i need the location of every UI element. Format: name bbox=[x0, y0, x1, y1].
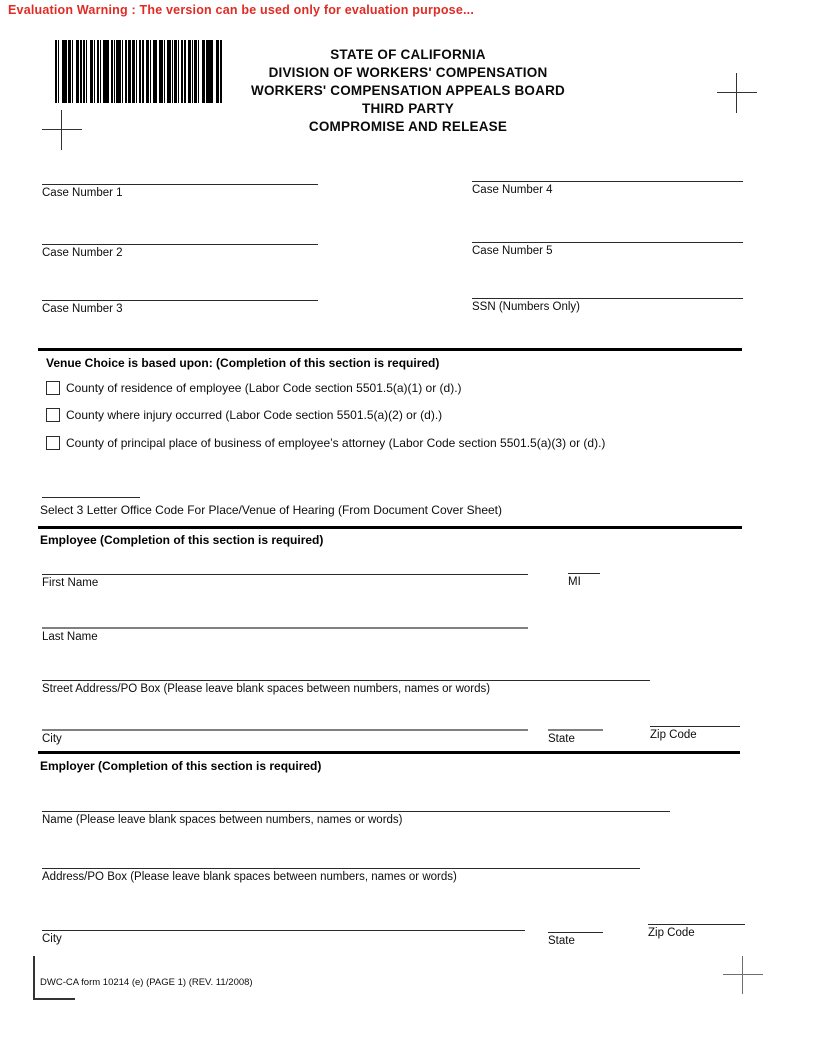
employee-street-field bbox=[42, 656, 650, 695]
employee-zip-label: Zip Code bbox=[650, 729, 697, 741]
header-state-line: STATE OF CALIFORNIA bbox=[330, 47, 486, 62]
crosshair-mark-topright-vertical bbox=[736, 73, 737, 113]
ssn-label: SSN (Numbers Only) bbox=[472, 301, 580, 313]
employee-section-heading: Employee (Completion of this section is required) bbox=[40, 533, 324, 547]
employee-state-input[interactable] bbox=[548, 711, 603, 731]
employee-zip-input[interactable] bbox=[650, 707, 740, 727]
ssn-input[interactable] bbox=[472, 279, 743, 299]
crosshair-mark-bottomright-vertical bbox=[742, 956, 743, 994]
case-number-2-input[interactable] bbox=[42, 225, 318, 245]
crosshair-mark-left-vertical bbox=[61, 110, 62, 150]
crosshair-mark-bottomright-horizontal bbox=[723, 974, 763, 975]
venue-option-injury-checkbox[interactable] bbox=[46, 408, 60, 422]
employer-section-heading: Employer (Completion of this section is required) bbox=[40, 759, 322, 773]
employee-last-name-input[interactable] bbox=[42, 604, 528, 629]
venue-option-residence-checkbox[interactable] bbox=[46, 381, 60, 395]
case-number-4-field bbox=[472, 162, 743, 196]
employee-mi-input[interactable] bbox=[568, 554, 600, 574]
form-header bbox=[158, 46, 658, 136]
employee-mi-field bbox=[568, 554, 600, 588]
employee-last-name-field bbox=[42, 604, 528, 643]
employer-name-field bbox=[42, 787, 670, 826]
employer-city-label: City bbox=[42, 933, 62, 945]
employer-state-label: State bbox=[548, 935, 575, 947]
employer-city-field bbox=[42, 906, 525, 945]
employer-name-label: Name (Please leave blank spaces between numbers, names or words) bbox=[42, 814, 403, 826]
employer-zip-field bbox=[648, 905, 745, 939]
venue-option-residence bbox=[46, 381, 462, 395]
employer-city-input[interactable] bbox=[42, 906, 525, 931]
case-number-4-input[interactable] bbox=[472, 162, 743, 182]
employer-zip-input[interactable] bbox=[648, 905, 745, 925]
venue-option-injury-label: County where injury occurred (Labor Code section 5501.5(a)(2) or (d).) bbox=[66, 408, 443, 422]
section-divider-venue bbox=[38, 348, 742, 351]
case-number-1-field bbox=[42, 165, 318, 199]
employee-state-label: State bbox=[548, 733, 575, 745]
employee-first-name-label: First Name bbox=[42, 577, 99, 589]
case-number-1-label: Case Number 1 bbox=[42, 187, 123, 199]
ssn-field bbox=[472, 279, 743, 313]
employee-zip-field bbox=[650, 707, 740, 741]
employee-first-name-input[interactable] bbox=[42, 550, 528, 575]
employee-city-field bbox=[42, 706, 528, 745]
corner-bracket-horizontal bbox=[33, 998, 75, 1000]
case-number-3-label: Case Number 3 bbox=[42, 303, 123, 315]
employee-street-input[interactable] bbox=[42, 656, 650, 681]
case-number-5-input[interactable] bbox=[472, 223, 743, 243]
employee-mi-label: MI bbox=[568, 576, 581, 588]
employer-name-input[interactable] bbox=[42, 787, 670, 812]
employer-address-input[interactable] bbox=[42, 844, 640, 869]
corner-bracket-vertical bbox=[33, 956, 35, 999]
case-number-5-field bbox=[472, 223, 743, 257]
header-third-party-line: THIRD PARTY bbox=[362, 101, 454, 116]
venue-option-injury bbox=[46, 408, 442, 422]
employee-state-field bbox=[548, 711, 603, 745]
case-number-1-input[interactable] bbox=[42, 165, 318, 185]
employee-last-name-label: Last Name bbox=[42, 631, 98, 643]
office-code-label: Select 3 Letter Office Code For Place/Venue of Hearing (From Document Cover Sheet) bbox=[40, 503, 502, 517]
employer-state-input[interactable] bbox=[548, 913, 603, 933]
employer-state-field bbox=[548, 913, 603, 947]
employee-street-label: Street Address/PO Box (Please leave blank spaces between numbers, names or words) bbox=[42, 683, 491, 695]
employer-address-label: Address/PO Box (Please leave blank spaces between numbers, names or words) bbox=[42, 871, 457, 883]
header-division-line: DIVISION OF WORKERS' COMPENSATION bbox=[268, 65, 548, 80]
venue-option-attorney-checkbox[interactable] bbox=[46, 436, 60, 450]
case-number-2-field bbox=[42, 225, 318, 259]
form-id-footer: DWC-CA form 10214 (e) (PAGE 1) (REV. 11/2008) bbox=[40, 977, 253, 988]
venue-option-attorney-label: County of principal place of business of employee’s attorney (Labor Code section 5501.5(a)(3) or (d).) bbox=[66, 436, 606, 450]
case-number-3-field bbox=[42, 281, 318, 315]
header-board-line: WORKERS' COMPENSATION APPEALS BOARD bbox=[251, 83, 565, 98]
employee-first-name-field bbox=[42, 550, 528, 589]
venue-option-attorney bbox=[46, 436, 605, 450]
venue-option-residence-label: County of residence of employee (Labor Code section 5501.5(a)(1) or (d).) bbox=[66, 381, 462, 395]
header-compromise-line: COMPROMISE AND RELEASE bbox=[308, 119, 508, 134]
case-number-2-label: Case Number 2 bbox=[42, 247, 123, 259]
employer-zip-label: Zip Code bbox=[648, 927, 695, 939]
crosshair-mark-left-horizontal bbox=[42, 129, 82, 130]
section-divider-employer bbox=[38, 751, 740, 754]
employer-address-field bbox=[42, 844, 640, 883]
case-number-3-input[interactable] bbox=[42, 281, 318, 301]
section-divider-employee bbox=[38, 526, 742, 529]
employee-city-label: City bbox=[42, 733, 62, 745]
venue-section-heading: Venue Choice is based upon: (Completion of this section is required) bbox=[46, 356, 440, 370]
office-code-input[interactable] bbox=[42, 478, 140, 498]
crosshair-mark-topright-horizontal bbox=[717, 92, 757, 93]
employee-city-input[interactable] bbox=[42, 706, 528, 731]
case-number-5-label: Case Number 5 bbox=[472, 245, 553, 257]
evaluation-warning-text: Evaluation Warning : The version can be used only for evaluation purpose... bbox=[8, 3, 475, 17]
case-number-4-label: Case Number 4 bbox=[472, 184, 553, 196]
office-code-field bbox=[42, 478, 140, 498]
